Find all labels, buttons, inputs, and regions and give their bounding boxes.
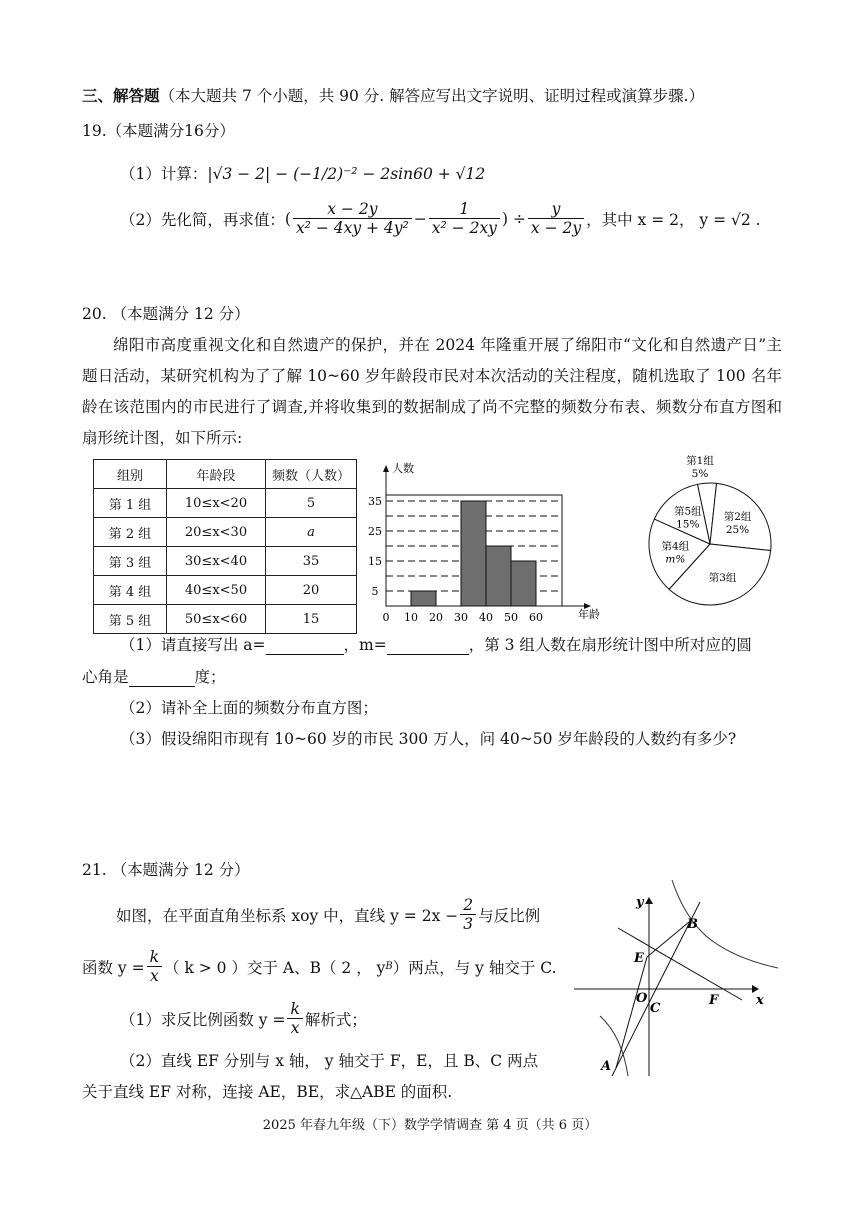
q21-fraction-two-thirds: $\frac{2}{3}$ <box>460 896 476 933</box>
label-b: B <box>687 917 698 932</box>
q19-part1 <box>120 162 485 184</box>
table-cell: 50≤x<60 <box>167 605 266 634</box>
label-f: F <box>709 993 719 1008</box>
y-tick-label: 35 <box>368 495 382 508</box>
y-axis-arrow <box>383 465 389 472</box>
pie-label: 第1组 <box>686 455 714 467</box>
q19-header: 19.（本题满分16分） <box>82 122 235 140</box>
y-tick-label: 5 <box>371 585 379 598</box>
x-axis-label: 年龄 <box>578 608 600 621</box>
table-cell: 第 4 组 <box>94 576 167 605</box>
table-header-row <box>94 460 357 489</box>
q20-paragraph: 绵阳市高度重视文化和自然遗产的保护，并在 2024 年隆重开展了绵阳市“文化和自然遗产日”主题日活动，某研究机构为了了解 10~60 岁年龄段市民对本次活动的关注程度，随机选取了 100 名年龄在该范围内的市民进行了调查,并将收集到的数据制成了尚不完整的频数分布表、频数分布直方图和扇形统计图，如下所示: <box>82 336 782 447</box>
table-cell: 15 <box>266 605 357 634</box>
pie-label: 第4组 <box>661 540 690 553</box>
q21-sub1 <box>120 1000 367 1037</box>
histogram-bar <box>411 591 436 606</box>
q20-sub1-line2 <box>82 665 226 687</box>
section-title: 三、解答题 <box>82 86 160 105</box>
table-cell: 第 5 组 <box>94 605 167 634</box>
pie-value-label: 25% <box>725 523 750 536</box>
q21-subscript-b: B <box>385 961 393 972</box>
table-cell: 30≤x<40 <box>167 547 266 576</box>
q21-sub1-text-a: （1）求反比例函数 y = <box>120 1010 286 1029</box>
section-header <box>82 84 704 106</box>
y-axis-label: 人数 <box>392 462 414 475</box>
q19-condition: ，其中 x = 2， y = √2 . <box>586 210 761 229</box>
answer-blank-angle[interactable] <box>129 686 195 687</box>
table-header-cell: 频数（人数） <box>266 460 357 489</box>
frequency-table <box>93 459 357 634</box>
q19-part1-expression: |√3 − 2| − (−1/2)⁻² − 2sin60 + √12 <box>207 165 486 183</box>
q19-part1-label: （1）计算： <box>120 165 208 183</box>
q20-sub1-text-c: ，第 3 组人数在扇形统计图中所对应的圆 <box>468 636 752 654</box>
q21-line1 <box>116 896 540 933</box>
pie-value-label: m% <box>665 553 686 566</box>
q21-sub2-line2: 关于直线 EF 对称，连接 AE，BE，求△ABE 的面积. <box>82 1083 453 1101</box>
table-header-cell: 年龄段 <box>167 460 266 489</box>
x-tick-label: 40 <box>479 611 493 624</box>
q19-part2-label: （2）先化简，再求值： <box>120 210 285 229</box>
answer-blank-a[interactable] <box>266 654 344 655</box>
table-cell: 40≤x<50 <box>167 576 266 605</box>
q21-line2-text-c: ）两点，与 y 轴交于 C. <box>392 958 557 977</box>
q20-sub1-text-a: （1）请直接写出 a= <box>120 636 266 654</box>
q21-line2 <box>82 948 557 985</box>
q20-sub1-text-b: ，m= <box>343 636 387 654</box>
pie-label: 第3组 <box>708 572 737 585</box>
table-cell: 10≤x<20 <box>167 489 266 518</box>
x-tick-label: 0 <box>382 611 390 624</box>
label-c: C <box>650 1001 661 1016</box>
pie-label: 第5组 <box>673 505 702 518</box>
table-cell: 20≤x<30 <box>167 518 266 547</box>
x-tick-label: 30 <box>454 611 468 624</box>
histogram-bar <box>486 546 511 606</box>
q21-line2-text-b: （ k > 0 ）交于 A、B（ 2 ， y <box>164 958 386 977</box>
label-e: E <box>634 951 644 966</box>
label-o: O <box>636 991 648 1006</box>
q20-sub2: （2）请补全上面的频数分布直方图； <box>120 699 378 717</box>
q19-fraction-2: $\frac{1}{\text{x² − 2xy}}$ <box>429 200 500 237</box>
table-cell: 第 2 组 <box>94 518 167 547</box>
segment-ae <box>616 957 647 1068</box>
table-cell: 第 3 组 <box>94 547 167 576</box>
pie-value-label: 15% <box>676 518 700 531</box>
table-row <box>94 547 357 576</box>
q21-coordinate-figure <box>572 876 784 1078</box>
x-tick-label: 50 <box>504 611 518 624</box>
pie-value-label: 5% <box>691 468 709 480</box>
q21-sub2-line1: （2）直线 EF 分别与 x 轴， y 轴交于 F，E，且 B、C 两点 <box>120 1052 539 1070</box>
table-row <box>94 605 357 634</box>
q19-fraction-1: $\frac{x - 2y}{\text{x² − 4xy + 4y²}}$ <box>293 200 412 237</box>
table-row <box>94 489 357 518</box>
q21-sub1-text-b: 解析式； <box>304 1010 367 1029</box>
table-cell: 5 <box>266 489 357 518</box>
q21-line1-text-a: 如图，在平面直角坐标系 xoy 中，直线 y = 2x − <box>116 906 459 925</box>
x-tick-label: 20 <box>429 611 443 624</box>
table-cell: 第 1 组 <box>94 489 167 518</box>
histogram-bar <box>511 561 536 606</box>
q21-line2-text-a: 函数 y = <box>82 958 145 977</box>
q21-line1-text-b: 与反比例 <box>478 906 541 925</box>
table-header-cell: 组别 <box>94 460 167 489</box>
answer-blank-m[interactable] <box>387 654 469 655</box>
table-cell: 20 <box>266 576 357 605</box>
q20-sub1-text-e: 度； <box>194 668 226 686</box>
label-y: y <box>636 895 644 910</box>
pie-chart <box>640 452 780 614</box>
x-tick-label: 60 <box>529 611 543 624</box>
q19-fraction-3: $\frac{y}{x - 2y}$ <box>528 200 584 237</box>
y-tick-label: 25 <box>368 525 382 538</box>
q20-sub1-text-d: 心角是 <box>82 668 129 686</box>
table-row <box>94 576 357 605</box>
q19-part2: （2）先化简，再求值： ( $\frac{x - 2y}{\text{x² − 4xy + 4y²}}$ − $\frac{1}{\text{x² − 2xy}}$ ) ÷ $\frac{y}{x - 2y}$ ，其中 x = 2， y = √2 . <box>120 200 761 237</box>
x-tick-label: 10 <box>404 611 418 624</box>
q21-header: 21. （本题满分 12 分） <box>82 861 250 879</box>
q21-sub1-fraction: $\frac{k}{x}$ <box>287 1000 302 1037</box>
histogram-chart <box>368 458 606 630</box>
label-a: A <box>601 1059 612 1074</box>
section-note: （本大题共 7 个小题，共 90 分. 解答应写出文字说明、证明过程或演算步骤.） <box>159 87 705 105</box>
q20-header: 20. （本题满分 12 分） <box>82 305 250 323</box>
q20-sub1-line1 <box>120 633 752 655</box>
pie-label: 第2组 <box>723 510 752 523</box>
segment-be <box>647 922 689 957</box>
table-cell: 35 <box>266 547 357 576</box>
y-tick-label: 15 <box>368 555 382 568</box>
table-cell: a <box>266 518 357 547</box>
q20-sub3: （3）假设绵阳市现有 10~60 岁的市民 300 万人，问 40~50 岁年龄段的人数约有多少? <box>120 730 737 748</box>
histogram-bar <box>461 501 486 606</box>
table-row <box>94 518 357 547</box>
q21-fraction-k-over-x: $\frac{k}{x}$ <box>147 948 162 985</box>
label-x: x <box>756 993 764 1008</box>
page-footer: 2025 年春九年级（下）数学学情调查 第 4 页（共 6 页） <box>262 1118 598 1133</box>
